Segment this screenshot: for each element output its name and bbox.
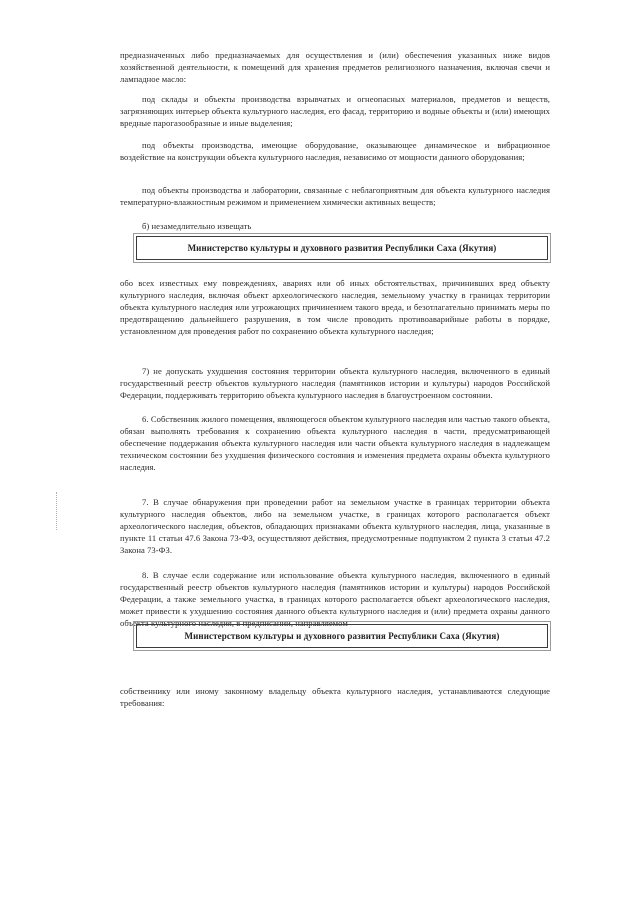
- ministry-stamp-1: Министерство культуры и духовного развития Республики Саха (Якутия): [136, 236, 548, 260]
- paragraph-middle-5: 8. В случае если содержание или использование объекта культурного наследия, включенного в единый государственный реестр объектов культурного наследия (памятников истории и культуры) народов Российской Федерации, а также земельного участка, в границах которого располагается объект археологического наследия, может привести к ухудшению состояния данного объекта культурного наследия и (или) предмета охраны данного объекта культурного наследия, в предписании, направляемом: [120, 569, 550, 628]
- paragraph-top-4: под объекты производства и лаборатории, связанные с неблагоприятным для объекта культурного наследия температурно-влажностным режимом и применением химически активных веществ;: [120, 184, 550, 207]
- paragraph-middle-2: 7) не допускать ухудшения состояния территории объекта культурного наследия, включенного в единый государственный реестр объектов культурного наследия (памятников истории и культуры) народов Российской Федерации, поддерживать территорию объекта культурного наследия в благоустроенном состоянии.: [120, 365, 550, 400]
- paragraph-bottom-1: собственнику или иному законному владельцу объекта культурного наследия, устанавливаются следующие требования:: [120, 685, 550, 708]
- paragraph-top-5: б) незамедлительно извещать: [142, 220, 252, 231]
- paragraph-top-3: под объекты производства, имеющие оборудование, оказывающее динамическое и вибрационное воздействие на конструкции объекта культурного наследия, независимо от мощности данного оборудования;: [120, 139, 550, 162]
- ministry-stamp-2: Министерством культуры и духовного развития Республики Саха (Якутия): [136, 624, 548, 648]
- paragraph-middle-1: обо всех известных ему повреждениях, авариях или об иных обстоятельствах, причинивших вред объекту культурного наследия, включая объект археологического наследия, земельному участку в границах территории объекта культурного наследия или угрожающих причинением такого вреда, и безотлагательно принимать меры по предотвращению дальнейшего разрушения, в том числе проводить противоаварийные работы в порядке, установленном для проведения работ по сохранению объекта культурного наследия;: [120, 277, 550, 336]
- paragraph-top-2: под склады и объекты производства взрывчатых и огнеопасных материалов, предметов и веществ, загрязняющих интерьер объекта культурного наследия, его фасад, территорию и водные объекты и (или) имеющих вредные парогазообразные и иные выделения;: [120, 93, 550, 128]
- paragraph-middle-4: 7. В случае обнаружения при проведении работ на земельном участке в границах территории объекта культурного наследия объектов, либо на земельном участке, в границах которого располагается объект археологического наследия, объектов, обладающих признаками объекта культурного наследия, лица, указанные в пункте 11 статьи 47.6 Закона 73-ФЗ, осуществляют действия, предусмотренные подпунктом 2 пункта 3 статьи 47.2 Закона 73-ФЗ.: [120, 496, 550, 555]
- paragraph-top-1: предназначенных либо предназначаемых для осуществления и (или) обеспечения указанных ниже видов хозяйственной деятельности, к помещений для хранения предметов религиозного назначения, включая свечи и лампадное масло:: [120, 49, 550, 84]
- paragraph-middle-3: 6. Собственник жилого помещения, являющегося объектом культурного наследия или частью такого объекта, обязан выполнять требования к сохранению объекта культурного наследия в части, предусматривающей обеспечение поддержания объекта культурного наследия или части объекта культурного наследия в надлежащем техническом состоянии без ухудшения физического состояния и изменения предмета охраны объекта культурного наследия.: [120, 413, 550, 472]
- margin-scan-marks: [56, 492, 58, 530]
